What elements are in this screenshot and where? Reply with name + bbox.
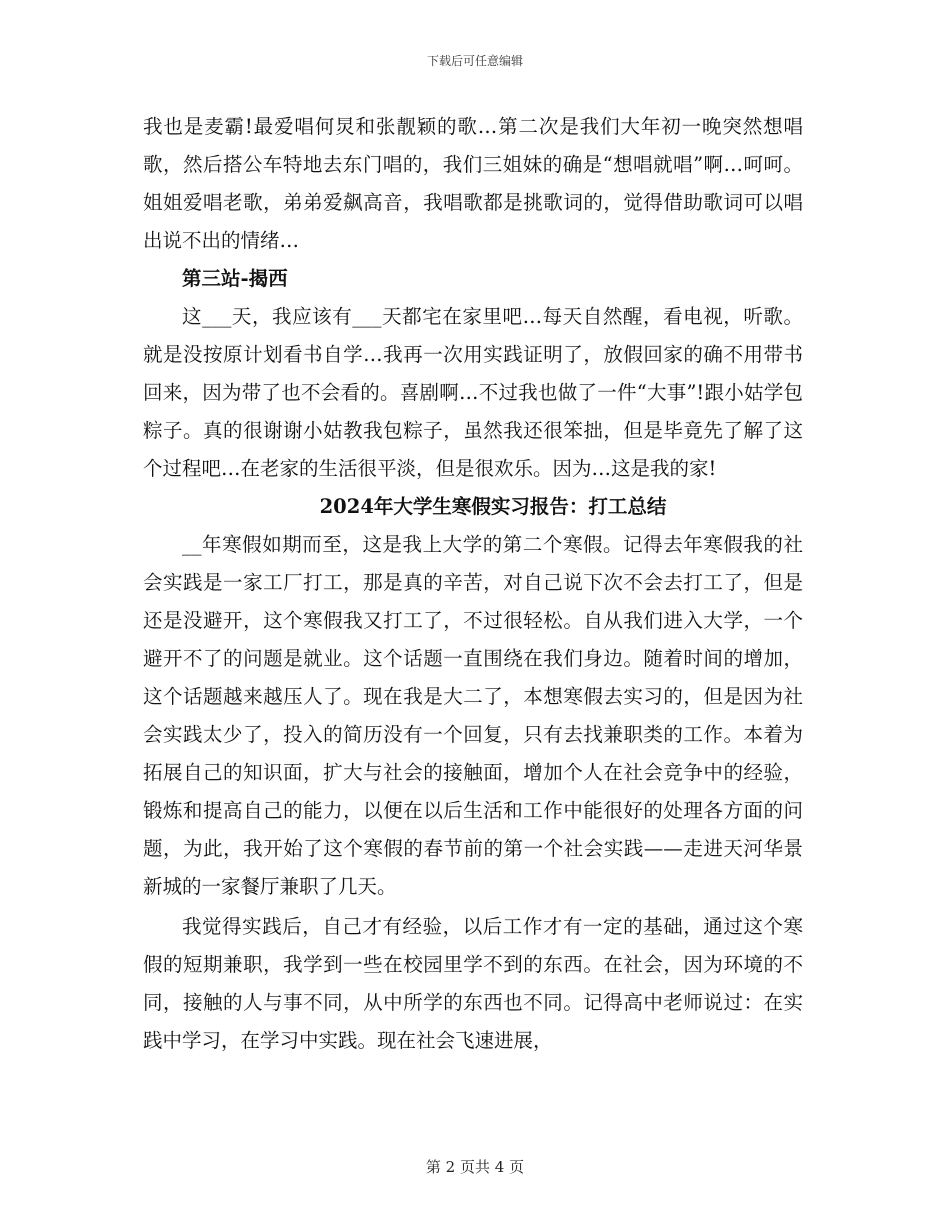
paragraph-home-life: 这___天，我应该有___天都宅在家里吧…每天自然醒，看电视，听歌。就是没按原计划看书自学…我再一次用实践证明了，放假回家的确不用带书回来，因为带了也不会看的。喜剧啊…不过我也做了一件“大事”!跟小姑学包粽子。真的很谢谢小姑教我包粽子，虽然我还很笨拙，但是毕竟先了解了这个过程吧…在老家的生活很平淡，但是很欢乐。因为…这是我的家!	[143, 305, 803, 480]
paragraph-winter-break: __年寒假如期而至，这是我上大学的第二个寒假。记得去年寒假我的社会实践是一家工厂打工，那是真的辛苦，对自己说下次不会去打工了，但是还是没避开，这个寒假我又打工了，不过很轻松。自从我们进入大学，一个避开不了的问题是就业。这个话题一直围绕在我们身边。随着时间的增加，这个话题越来越压人了。现在我是大二了，本想寒假去实习的，但是因为社会实践太少了，投入的简历没有一个回复，只有去找兼职类的工作。本着为拓展自己的知识面，扩大与社会的接触面，增加个人在社会竞争中的经验，锻炼和提高自己的能力，以便在以后生活和工作中能很好的处理各方面的问题，为此，我开始了这个寒假的春节前的第一个社会实践——走进天河华景新城的一家餐厅兼职了几天。	[143, 533, 803, 898]
section-heading-jiexi: 第三站-揭西	[182, 267, 288, 290]
page-header: 下载后可任意编辑	[426, 54, 523, 68]
report-title: 2024年大学生寒假实习报告：打工总结	[319, 495, 667, 518]
page-footer: 第 2 页共 4 页	[425, 1158, 525, 1176]
paragraph-karaoke: 我也是麦霸!最爱唱何炅和张靓颖的歌…第二次是我们大年初一晚突然想唱歌，然后搭公车特地去东门唱的，我们三姐妹的确是“想唱就唱”啊…呵呵。姐姐爱唱老歌，弟弟爱飙高音，我唱歌都是挑歌词的，觉得借助歌词可以唱出说不出的情绪…	[143, 115, 803, 252]
document-body	[143, 108, 803, 1060]
paragraph-practice: 我觉得实践后，自己才有经验，以后工作才有一定的基础，通过这个寒假的短期兼职，我学到一些在校园里学不到的东西。在社会，因为环境的不同，接触的人与事不同，从中所学的东西也不同。记得高中老师说过：在实践中学习，在学习中实践。现在社会飞速进展，	[143, 915, 803, 1052]
